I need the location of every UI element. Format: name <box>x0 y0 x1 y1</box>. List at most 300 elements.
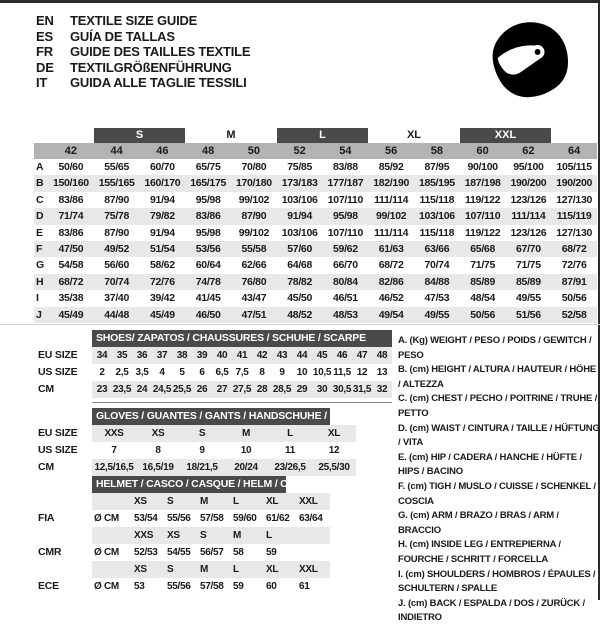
measure-row-c <box>34 192 597 208</box>
helmet-value-cell: 60 <box>266 581 277 592</box>
value-cell: 2 <box>99 367 105 378</box>
helmet-value-cell: 61 <box>299 581 310 592</box>
value-cell: 38 <box>172 347 192 364</box>
value-cell: 37 <box>152 347 172 364</box>
value-cell: 42 <box>252 347 272 364</box>
helmet-value-cell: 53 <box>134 581 145 592</box>
value-cell: 28 <box>252 381 272 398</box>
size-cell: 62 <box>522 145 535 157</box>
size-cell: 44 <box>110 145 123 157</box>
measure-cell: 87/91 <box>561 275 587 288</box>
size-cell: 54 <box>339 145 352 157</box>
value-cell: 48 <box>372 347 392 364</box>
row-letter: H <box>36 275 44 288</box>
measure-cell: 70/74 <box>104 275 130 288</box>
measure-cell: 119/122 <box>464 226 501 239</box>
helmet-size-cell: XL <box>264 561 297 578</box>
helmet-size-cell: S <box>165 561 198 578</box>
size-cell: 64 <box>568 145 581 157</box>
measure-cell: 46/51 <box>332 292 358 305</box>
measure-cell: 48/53 <box>332 308 358 321</box>
measure-cell: 55/65 <box>104 161 130 173</box>
measure-cell: 127/130 <box>556 226 593 239</box>
value-cell: 41 <box>232 347 252 364</box>
row-letter: C <box>36 193 44 206</box>
table-title-row <box>38 330 392 347</box>
value-cell: 18/21,5 <box>180 459 224 476</box>
row-letter: I <box>36 292 39 305</box>
helmet-value-cell: 58 <box>233 547 244 558</box>
measure-cell: 60/64 <box>195 259 221 272</box>
measure-cell: 46/52 <box>378 292 404 305</box>
measure-cell: 62/66 <box>241 259 267 272</box>
helmet-value-cell: 57/58 <box>200 581 224 592</box>
row-label: US SIZE <box>38 444 78 456</box>
measure-cell: 82/86 <box>378 275 404 288</box>
measure-cell: 103/106 <box>418 210 455 223</box>
value-cell: 13 <box>376 367 388 378</box>
measure-cell: 51/56 <box>515 308 541 321</box>
size-cell: 58 <box>430 145 443 157</box>
size-cell: 42 <box>64 145 77 157</box>
measure-cell: 66/70 <box>332 259 358 272</box>
value-cell: 43 <box>272 347 292 364</box>
size-cell: 50 <box>247 145 260 157</box>
value-cell: 6 <box>199 367 205 378</box>
value-cell: 6,5 <box>215 367 229 378</box>
measure-cell: 45/49 <box>58 308 84 321</box>
measure-cell: 83/86 <box>195 210 221 223</box>
value-cell: 28,5 <box>272 381 292 398</box>
label-spacer <box>38 330 92 347</box>
value-cell: 27 <box>212 381 232 398</box>
measure-cell: 49/55 <box>424 308 450 321</box>
measure-cell: 49/54 <box>378 308 404 321</box>
value-cell: 31,5 <box>352 381 372 398</box>
value-cell: XS <box>136 425 180 442</box>
measure-cell: 170/180 <box>235 177 272 190</box>
size-cell: 52 <box>293 145 306 157</box>
size-group-l: L <box>277 128 369 143</box>
value-cell: 5 <box>179 367 185 378</box>
value-cell: 32 <box>372 381 392 398</box>
helmet-value-cell: 52/53 <box>134 547 158 558</box>
measure-cell: 177/187 <box>327 177 364 190</box>
measure-cell: 78/82 <box>287 275 313 288</box>
measure-cell: 85/89 <box>470 275 496 288</box>
measure-cell: 74/78 <box>195 275 221 288</box>
measure-cell: 68/72 <box>378 259 404 272</box>
unit-spacer <box>92 527 132 544</box>
helmet-size-cell: M <box>198 561 231 578</box>
value-cell: 39 <box>192 347 212 364</box>
measure-cell: 76/80 <box>241 275 267 288</box>
row-letter: D <box>36 210 44 223</box>
measure-cell: 48/52 <box>287 308 313 321</box>
value-cell: 8 <box>259 367 265 378</box>
value-cell: 24 <box>132 381 152 398</box>
measure-cell: 95/98 <box>195 193 221 206</box>
size-group-s: S <box>94 128 186 143</box>
measure-row-g <box>34 257 597 273</box>
measure-cell: 90/100 <box>467 161 498 173</box>
shoes-size-table <box>38 330 392 398</box>
value-cell: 27,5 <box>232 381 252 398</box>
measure-cell: 52/58 <box>561 308 587 321</box>
label-spacer <box>38 527 92 544</box>
size-cell: 60 <box>476 145 489 157</box>
value-cell: 12,5/16,5 <box>92 459 136 476</box>
row-label: CM <box>38 383 54 395</box>
language-code: IT <box>36 75 48 91</box>
helmet-size-cell: L <box>264 527 297 544</box>
helmet-size-cell: XL <box>264 493 297 510</box>
gloves-size-table <box>38 408 369 476</box>
measure-cell: 71/74 <box>58 210 84 223</box>
size-group-header-row <box>34 128 597 143</box>
language-row <box>36 29 250 45</box>
measure-row-b <box>34 175 597 191</box>
measure-cell: 51/54 <box>149 242 175 255</box>
measure-cell: 48/54 <box>470 292 496 305</box>
measure-cell: 87/90 <box>104 226 130 239</box>
measure-cell: 107/110 <box>327 226 364 239</box>
size-group-xxl: XXL <box>460 128 552 143</box>
measure-cell: 75/85 <box>287 161 313 173</box>
helmet-size-cell: XXS <box>132 527 165 544</box>
measure-cell: 80/84 <box>332 275 358 288</box>
guide-title: TEXTILE SIZE GUIDE <box>70 13 198 28</box>
value-cell: 7 <box>111 445 117 456</box>
empty-cell <box>297 527 330 544</box>
value-cell: 34 <box>92 347 112 364</box>
measure-cell: 85/92 <box>378 161 404 173</box>
measure-cell: 68/72 <box>561 242 587 255</box>
measure-cell: 49/55 <box>515 292 541 305</box>
value-cell: 12 <box>328 445 340 456</box>
value-cell: 23 <box>92 381 112 398</box>
helmet-size-cell: S <box>165 493 198 510</box>
section-divider <box>0 324 600 325</box>
value-cell: 30,5 <box>332 381 352 398</box>
measure-cell: 84/88 <box>424 275 450 288</box>
row-label: US SIZE <box>38 366 78 378</box>
helmet-size-table <box>38 476 330 595</box>
guide-title: TEXTILGRÖßENFÜHRUNG <box>70 59 232 75</box>
measure-row-e <box>34 225 597 241</box>
textile-size-table <box>34 128 597 323</box>
legend-item: J. (cm) BACK / ESPALDA / DOS / ZURÜCK / INDIETRO <box>398 597 585 624</box>
row-letter: B <box>36 177 44 190</box>
standard-label: ECE <box>38 580 59 592</box>
standard-label: FIA <box>38 512 55 524</box>
table-title: GLOVES / GUANTES / GANTS / HANDSCHUHE / GUANTI <box>92 408 330 425</box>
measure-cell: 182/190 <box>373 177 410 190</box>
measure-cell: 47/50 <box>58 242 84 255</box>
legend-item: E. (cm) HIP / CADERA / HANCHE / HÜFTE / HIPS / BACINO <box>398 451 582 478</box>
value-cell: 23/26,5 <box>268 459 312 476</box>
measure-row-h <box>34 274 597 290</box>
measure-cell: 87/90 <box>104 193 130 206</box>
value-cell: 44 <box>292 347 312 364</box>
size-group-xl: XL <box>406 129 422 141</box>
legend-item: G. (cm) ARM / BRAZO / BRAS / ARM / BRACCIO <box>398 510 559 536</box>
unit-label: Ø CM <box>94 581 119 592</box>
helmet-size-cell: L <box>231 561 264 578</box>
value-cell: 30 <box>312 381 332 398</box>
measure-cell: 44/48 <box>104 308 130 321</box>
measure-row-j <box>34 307 597 323</box>
language-row <box>36 75 250 91</box>
measure-cell: 54/58 <box>58 259 84 272</box>
measure-cell: 45/50 <box>287 292 313 305</box>
unit-spacer <box>92 493 132 510</box>
value-cell: 12 <box>356 367 368 378</box>
helmet-size-header-row <box>38 561 330 578</box>
helmet-value-cell: 61/62 <box>266 513 290 524</box>
measure-cell: 64/68 <box>287 259 313 272</box>
value-cell: 29 <box>292 381 312 398</box>
row-letter: A <box>36 161 44 173</box>
measure-cell: 115/119 <box>556 210 592 223</box>
standard-label: CMR <box>38 546 62 558</box>
measure-cell: 87/90 <box>241 210 267 223</box>
measure-cell: 91/94 <box>149 226 175 239</box>
measure-cell: 160/170 <box>144 177 181 190</box>
value-cell: 46 <box>332 347 352 364</box>
value-cell: 35 <box>112 347 132 364</box>
measure-cell: 119/122 <box>464 193 501 206</box>
measure-cell: 95/100 <box>513 161 544 173</box>
measure-cell: 56/60 <box>104 259 130 272</box>
measure-cell: 47/51 <box>241 308 267 321</box>
measure-cell: 111/114 <box>374 193 409 206</box>
legend-item: D. (cm) WAIST / CINTURA / TAILLE / HÜFTUNG / VITA <box>398 422 600 449</box>
measure-cell: 72/76 <box>149 275 175 288</box>
corner-cell <box>34 143 48 159</box>
measure-cell: 155/165 <box>98 177 135 190</box>
top-border <box>0 0 600 3</box>
helmet-size-cell: XXL <box>297 561 330 578</box>
measure-cell: 55/58 <box>241 242 267 255</box>
measure-cell: 99/102 <box>375 210 407 223</box>
measure-cell: 127/130 <box>556 193 593 206</box>
value-cell: L <box>268 425 312 442</box>
measure-cell: 50/56 <box>470 308 496 321</box>
value-cell: 10 <box>240 445 252 456</box>
language-code: FR <box>36 44 53 60</box>
measure-cell: 47/53 <box>424 292 450 305</box>
helmet-size-cell: M <box>198 493 231 510</box>
value-cell: 25,5/30 <box>312 459 356 476</box>
measure-cell: 79/82 <box>149 210 175 223</box>
language-row <box>36 13 250 29</box>
row-letter: F <box>36 242 43 255</box>
measure-cell: 58/62 <box>149 259 175 272</box>
measure-cell: 107/110 <box>464 210 501 223</box>
measure-cell: 173/183 <box>281 177 318 190</box>
measure-cell: 107/110 <box>327 193 364 206</box>
guide-title: GUÍA DE TALLAS <box>70 28 175 44</box>
table-row <box>38 364 392 381</box>
helmet-value-cell: 59/60 <box>233 513 257 524</box>
measure-row-f <box>34 241 597 257</box>
value-cell: 10 <box>296 367 308 378</box>
size-cell: 56 <box>385 145 398 157</box>
measure-cell: 71/75 <box>470 259 496 272</box>
helmet-value-cell: 63/64 <box>299 513 323 524</box>
table-title-row <box>38 408 369 425</box>
helmet-value-cell: 55/56 <box>167 581 191 592</box>
label-spacer <box>38 493 92 510</box>
measure-cell: 87/95 <box>424 161 450 173</box>
value-cell: 8 <box>155 445 161 456</box>
helmet-size-cell: XS <box>132 561 165 578</box>
measure-cell: 49/52 <box>104 242 130 255</box>
value-cell: 2,5 <box>115 367 129 378</box>
row-label: CM <box>38 461 54 473</box>
table-row <box>38 425 356 442</box>
value-cell: 40 <box>212 347 232 364</box>
measure-cell: 85/89 <box>515 275 541 288</box>
empty-cell <box>297 544 330 561</box>
measure-cell: 53/56 <box>195 242 221 255</box>
measure-cell: 39/42 <box>149 292 175 305</box>
unit-label: Ø CM <box>94 547 119 558</box>
helmet-size-cell: S <box>198 527 231 544</box>
helmet-size-cell: L <box>231 493 264 510</box>
helmet-value-cell: 56/57 <box>200 547 224 558</box>
measure-cell: 70/80 <box>241 161 267 173</box>
measure-cell: 111/114 <box>374 226 409 239</box>
legend-item: C. (cm) CHEST / PECHO / POITRINE / TRUHE / PETTO <box>398 393 598 419</box>
measure-cell: 45/49 <box>149 308 175 321</box>
measure-row-d <box>34 208 597 224</box>
measure-cell: 83/86 <box>58 193 84 206</box>
helmet-value-cell: 57/58 <box>200 513 224 524</box>
value-cell: 11 <box>285 445 295 456</box>
size-cell: 46 <box>156 145 169 157</box>
legend-item: I. (cm) SHOULDERS / HOMBROS / ÉPAULES / SCHULTERN / SPALLE <box>398 568 596 595</box>
measure-cell: 60/70 <box>149 161 175 173</box>
measure-cell: 95/98 <box>195 226 221 239</box>
helmet-value-cell: 54/55 <box>167 547 191 558</box>
helmet-size-header-row <box>38 527 330 544</box>
value-cell: 16,5/19 <box>136 459 180 476</box>
language-row <box>36 44 250 60</box>
legend-item: A. (Kg) WEIGHT / PESO / POIDS / GEWITCH / PESO <box>398 335 592 361</box>
measure-cell: 41/45 <box>195 292 221 305</box>
measure-cell: 115/118 <box>419 193 455 206</box>
measure-cell: 59/62 <box>332 242 358 255</box>
value-cell: 47 <box>352 347 372 364</box>
legend-item: B. (cm) HEIGHT / ALTURA / HAUTEUR / HÖHE / ALTEZZA <box>398 364 597 390</box>
size-cell: 48 <box>202 145 215 157</box>
value-cell: 7,5 <box>235 367 249 378</box>
section-divider <box>92 402 392 403</box>
helmet-standard-row-ece <box>38 578 330 595</box>
value-cell: 4 <box>159 367 165 378</box>
unit-label: Ø CM <box>94 513 119 524</box>
measure-row-i <box>34 290 597 306</box>
measure-cell: 61/63 <box>378 242 404 255</box>
helmet-value-cell: 59 <box>233 581 244 592</box>
table-row <box>38 347 392 364</box>
table-title: SHOES/ ZAPATOS / CHAUSSURES / SCHUHE / SCARPE <box>92 330 392 347</box>
measure-cell: 123/126 <box>510 226 547 239</box>
row-letter: G <box>36 259 44 272</box>
measure-cell: 91/94 <box>149 193 175 206</box>
measure-cell: 105/115 <box>556 161 592 173</box>
language-title-list <box>36 13 250 91</box>
measure-cell: 35/38 <box>58 292 84 305</box>
helmet-size-header-row <box>38 493 330 510</box>
measure-cell: 190/200 <box>556 177 593 190</box>
value-cell: 10,5 <box>312 367 332 378</box>
value-cell: 9 <box>279 367 285 378</box>
measure-cell: 91/94 <box>287 210 313 223</box>
guide-title: GUIDA ALLE TAGLIE TESSILI <box>70 75 247 91</box>
measure-cell: 65/75 <box>195 161 221 173</box>
helmet-size-cell: M <box>231 527 264 544</box>
value-cell: M <box>224 425 268 442</box>
value-cell: XL <box>312 425 356 442</box>
value-cell: 24,5 <box>152 381 172 398</box>
measure-cell: 99/102 <box>238 226 270 239</box>
row-label: EU SIZE <box>38 427 78 439</box>
measurement-legend <box>398 334 600 626</box>
unit-spacer <box>92 561 132 578</box>
measure-cell: 95/98 <box>332 210 358 223</box>
value-cell: S <box>180 425 224 442</box>
row-letter: J <box>36 308 42 321</box>
measure-cell: 111/114 <box>511 210 546 223</box>
measure-cell: 115/118 <box>419 226 455 239</box>
helmet-value-cell: 53/54 <box>134 513 158 524</box>
helmet-standard-row-cmr <box>38 544 330 561</box>
measure-cell: 99/102 <box>238 193 270 206</box>
helmet-size-cell: XS <box>132 493 165 510</box>
helmet-value-cell: 55/56 <box>167 513 191 524</box>
value-cell: 3,5 <box>135 367 149 378</box>
measure-cell: 187/198 <box>464 177 501 190</box>
legend-item: F. (cm) TIGH / MUSLO / CUISSE / SCHENKEL / COSCIA <box>398 480 596 507</box>
value-cell: XXS <box>92 425 136 442</box>
value-cell: 9 <box>199 445 205 456</box>
measure-cell: 83/88 <box>332 161 358 173</box>
value-cell: 11,5 <box>333 367 351 378</box>
language-row <box>36 60 250 76</box>
measure-row-a <box>34 159 597 175</box>
measure-cell: 70/74 <box>424 259 450 272</box>
label-spacer <box>38 561 92 578</box>
language-code: EN <box>36 13 54 28</box>
measure-cell: 46/50 <box>195 308 221 321</box>
measure-cell: 71/75 <box>515 259 541 272</box>
measure-cell: 75/78 <box>104 210 130 223</box>
legend-item: H. (cm) INSIDE LEG / ENTREPIERNA / FOURCHE / SCHRITT / FORCELLA <box>398 539 561 565</box>
measure-cell: 83/86 <box>58 226 84 239</box>
numeric-size-header-row <box>34 143 597 159</box>
measure-cell: 63/66 <box>424 242 450 255</box>
helmet-size-cell: XS <box>165 527 198 544</box>
measure-cell: 43/47 <box>241 292 267 305</box>
measure-cell: 37/40 <box>104 292 130 305</box>
helmet-size-cell: XXL <box>297 493 330 510</box>
measure-cell: 103/106 <box>281 193 318 206</box>
table-title-row <box>38 476 330 493</box>
table-row <box>38 459 356 476</box>
